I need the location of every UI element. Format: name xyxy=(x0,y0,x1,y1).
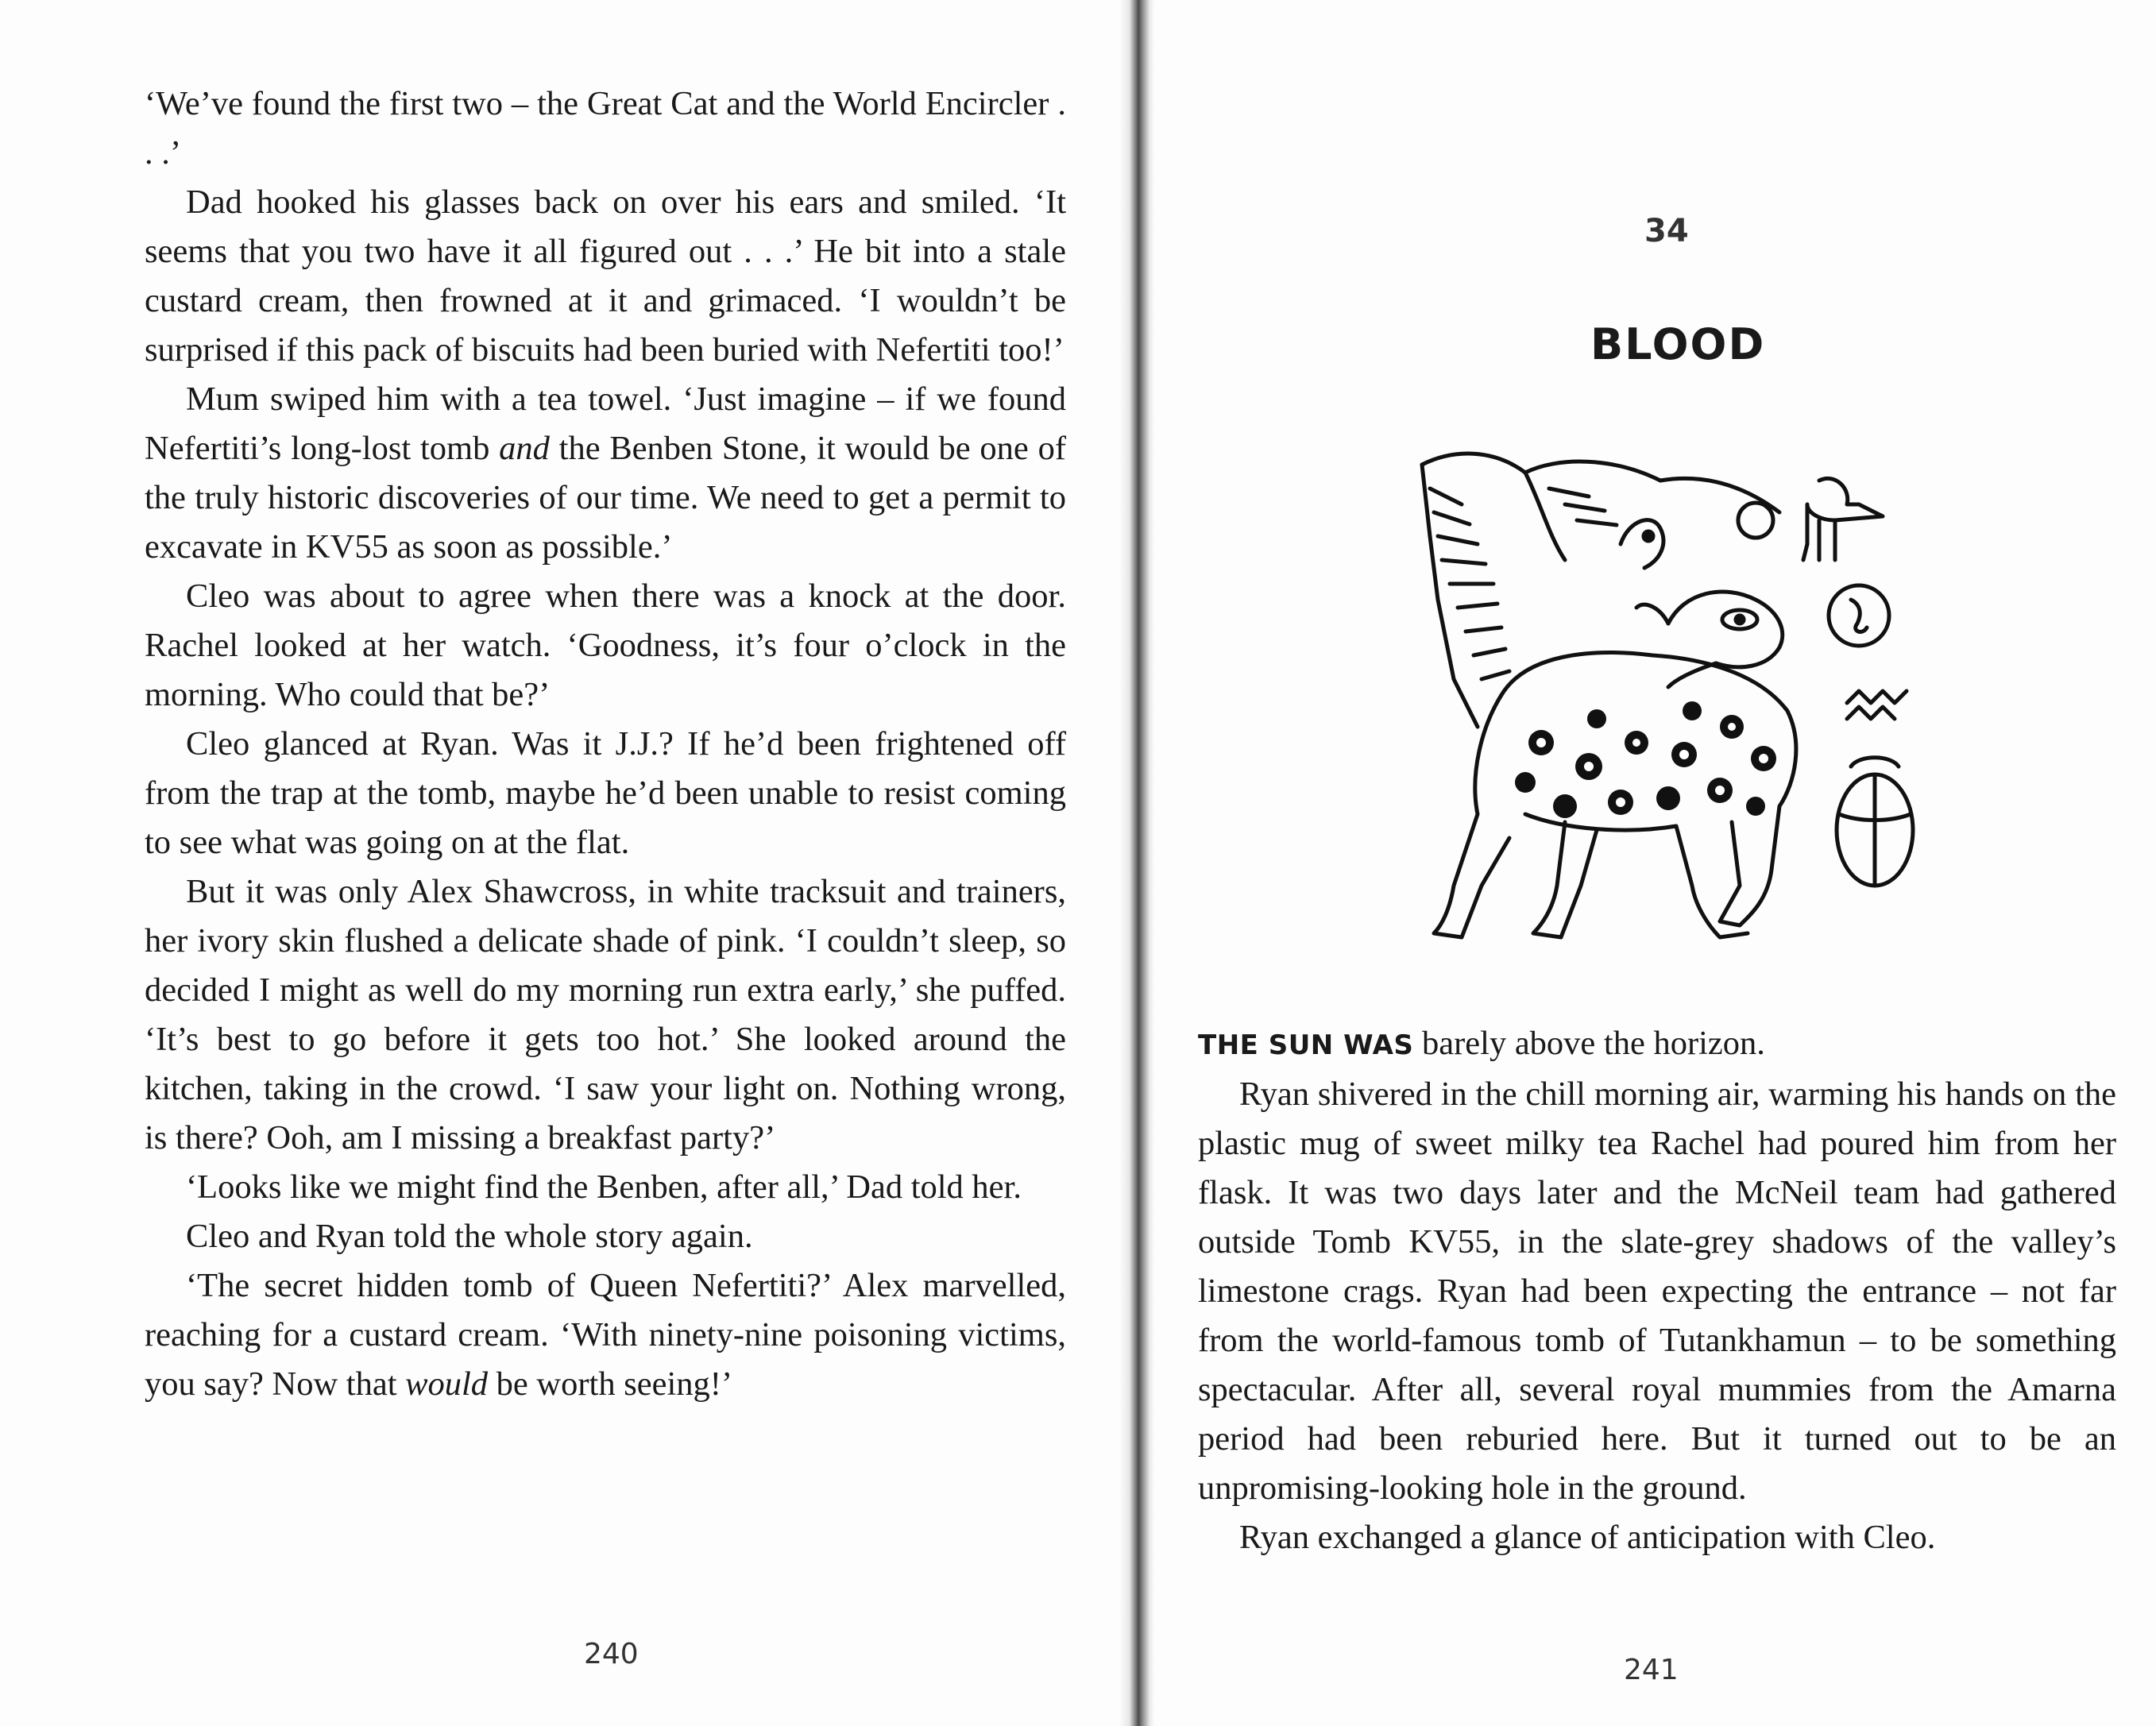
paragraph xyxy=(145,1261,1066,1409)
paragraph-text: Mum swiped him with a tea towel. ‘Just imagine – if we found Nefertiti’s long-lost tomb xyxy=(145,380,1066,467)
paragraph-text: But it was only Alex Shawcross, in white tracksuit and trainers, her ivory skin flushed a delicate shade of pink. ‘I couldn’t sleep, so decided I might as well do my morning run extra early,’ she puffed. ‘It’s best to go before it gets too hot.’ She looked around the kitchen, taking in the crowd. ‘I saw your light on. Nothing wrong, is there? Ooh, am I missing a breakfast party?’ xyxy=(145,873,1066,1156)
paragraph-text: be worth seeing!’ xyxy=(488,1365,733,1403)
paragraph xyxy=(1198,1513,2116,1562)
paragraph-text: Cleo was about to agree when there was a knock at the door. Rachel looked at her watch. ‘Goodness, it’s four o’clock in the morning. Who could that be?’ xyxy=(145,577,1066,713)
right-page-number: 241 xyxy=(1624,1654,1679,1686)
paragraph-text: Cleo and Ryan told the whole story again. xyxy=(186,1218,753,1255)
paragraph xyxy=(145,867,1066,1163)
paragraph-text: ‘The secret hidden tomb of Queen Nefertiti?’ Alex marvelled, reaching for a custard cream. ‘With ninety-nine poisoning victims, you say? Now that xyxy=(145,1267,1066,1403)
paragraph-text: Dad hooked his glasses back on over his ears and smiled. ‘It seems that you two have it all figured out . . .’ He bit into a stale custard cream, then frowned at it and grimaced. ‘I wouldn’t be surprised if this pack of biscuits had been buried with Nefertiti too!’ xyxy=(145,183,1066,369)
paragraph xyxy=(1198,1070,2116,1513)
emphasis-text: and xyxy=(499,430,550,467)
paragraph-text: Ryan exchanged a glance of anticipation with Cleo. xyxy=(1239,1519,1936,1556)
paragraph-text: ‘Looks like we might find the Benben, after all,’ Dad told her. xyxy=(186,1168,1022,1206)
paragraph xyxy=(145,1212,1066,1261)
paragraph-text: Ryan shivered in the chill morning air, warming his hands on the plastic mug of sweet milky tea Rachel had poured him from her flask. It was two days later and the McNeil team had gathered outside Tomb KV55, in the slate-grey shadows of the valley’s limestone crags. Ryan had been expecting the entrance – not far from the world-famous tomb of Tutankhamun – to be something spectacular. After all, several royal mummies from the Amarna period had been reburied here. But it turned out to be an unpromising-looking hole in the ground. xyxy=(1198,1075,2116,1507)
chapter-number: 34 xyxy=(1644,213,1689,249)
left-page-text xyxy=(145,79,1066,1409)
paragraph xyxy=(145,572,1066,720)
paragraph xyxy=(145,79,1066,178)
left-page-number: 240 xyxy=(584,1638,639,1670)
paragraph-text: the Benben Stone, it would be one of the truly historic discoveries of our time. We need to get a permit to excavate in KV55 as soon as possible.’ xyxy=(145,430,1066,566)
paragraph xyxy=(145,1163,1066,1212)
right-page-text xyxy=(1198,1019,2116,1562)
paragraph-text: ‘We’ve found the first two – the Great Cat and the World Encircler . . .’ xyxy=(145,85,1066,172)
paragraph xyxy=(145,375,1066,572)
hieroglyphic-beast-illustration xyxy=(1406,441,1930,969)
paragraph xyxy=(1198,1019,2116,1070)
paragraph-text: barely above the horizon. xyxy=(1413,1025,1765,1062)
chapter-lead-in: THE SUN WAS xyxy=(1198,1029,1414,1061)
paragraph xyxy=(145,720,1066,867)
paragraph xyxy=(145,178,1066,375)
emphasis-text: would xyxy=(405,1365,489,1403)
paragraph-text: Cleo glanced at Ryan. Was it J.J.? If he’d been frightened off from the trap at the tomb, maybe he’d been unable to resist coming to see what was going on at the flat. xyxy=(145,725,1066,861)
chapter-title: BLOOD xyxy=(1590,319,1766,369)
